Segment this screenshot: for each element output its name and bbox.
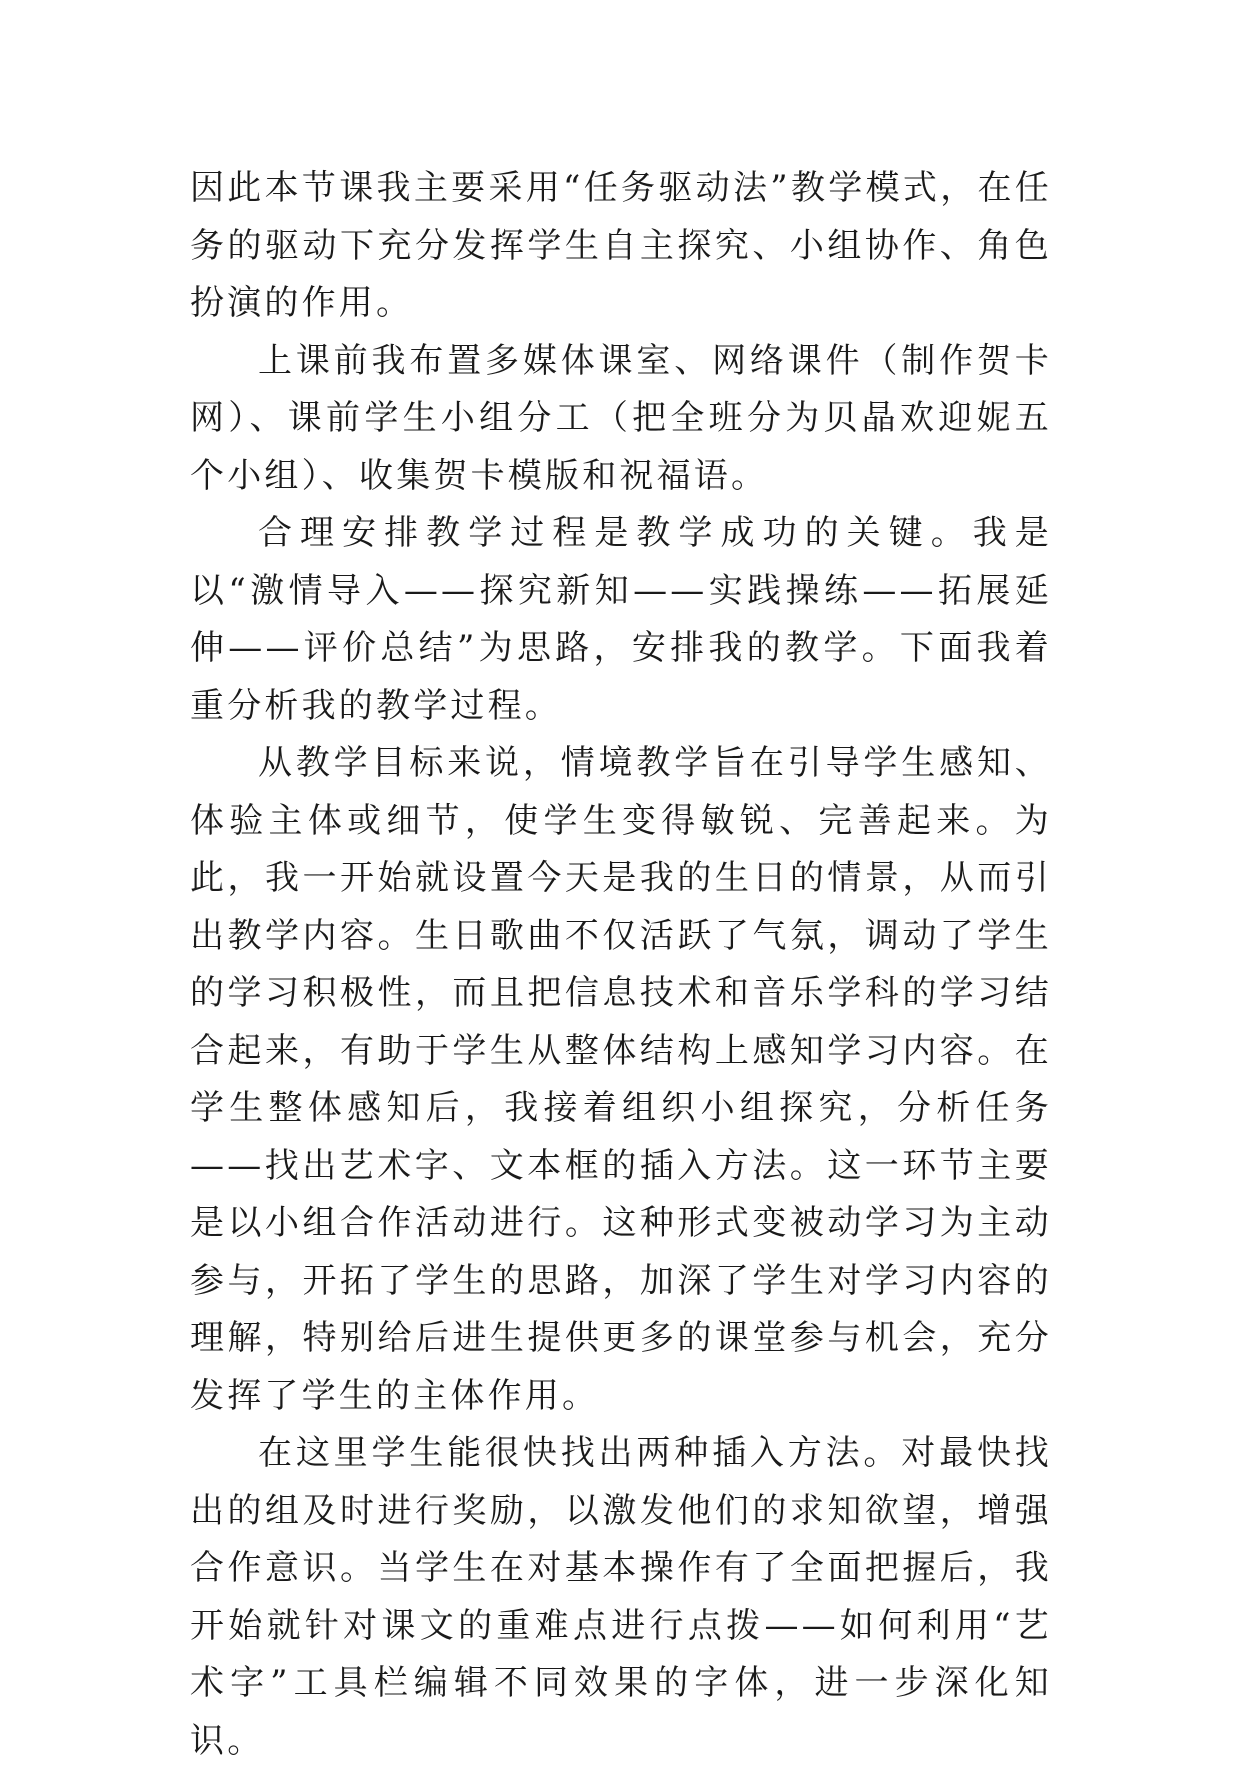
paragraph-process-outline: 合理安排教学过程是教学成功的关键。我是以“激情导入——探究新知——实践操练——拓展延伸——评价总结”为思路，安排我的教学。下面我着重分析我的教学过程。 (190, 513, 1052, 726)
paragraph-continuation: 因此本节课我主要采用“任务驱动法”教学模式，在任务的驱动下充分发挥学生自主探究、小组协作、角色扮演的作用。 (190, 168, 1052, 323)
paragraph-insert-methods: 在这里学生能很快找出两种插入方法。对最快找出的组及时进行奖励，以激发他们的求知欲望，增强合作意识。当学生在对基本操作有了全面把握后，我开始就针对课文的重难点进行点拨——如何利用“艺术字”工具栏编辑不同效果的字体，进一步深化知识。 (190, 1433, 1052, 1761)
paragraph-teaching-goals: 从教学目标来说，情境教学旨在引导学生感知、体验主体或细节，使学生变得敏锐、完善起来。为此，我一开始就设置今天是我的生日的情景，从而引出教学内容。生日歌曲不仅活跃了气氛，调动了学生的学习积极性，而且把信息技术和音乐学科的学习结合起来，有助于学生从整体结构上感知学习内容。在学生整体感知后，我接着组织小组探究，分析任务——找出艺术字、文本框的插入方法。这一环节主要是以小组合作活动进行。这种形式变被动学习为主动参与，开拓了学生的思路，加深了学生对学习内容的理解，特别给后进生提供更多的课堂参与机会，充分发挥了学生的主体作用。 (190, 743, 1052, 1416)
paragraph-preparation: 上课前我布置多媒体课室、网络课件（制作贺卡网）、课前学生小组分工（把全班分为贝晶欢迎妮五个小组）、收集贺卡模版和祝福语。 (190, 340, 1052, 496)
document-body (190, 160, 1052, 1770)
